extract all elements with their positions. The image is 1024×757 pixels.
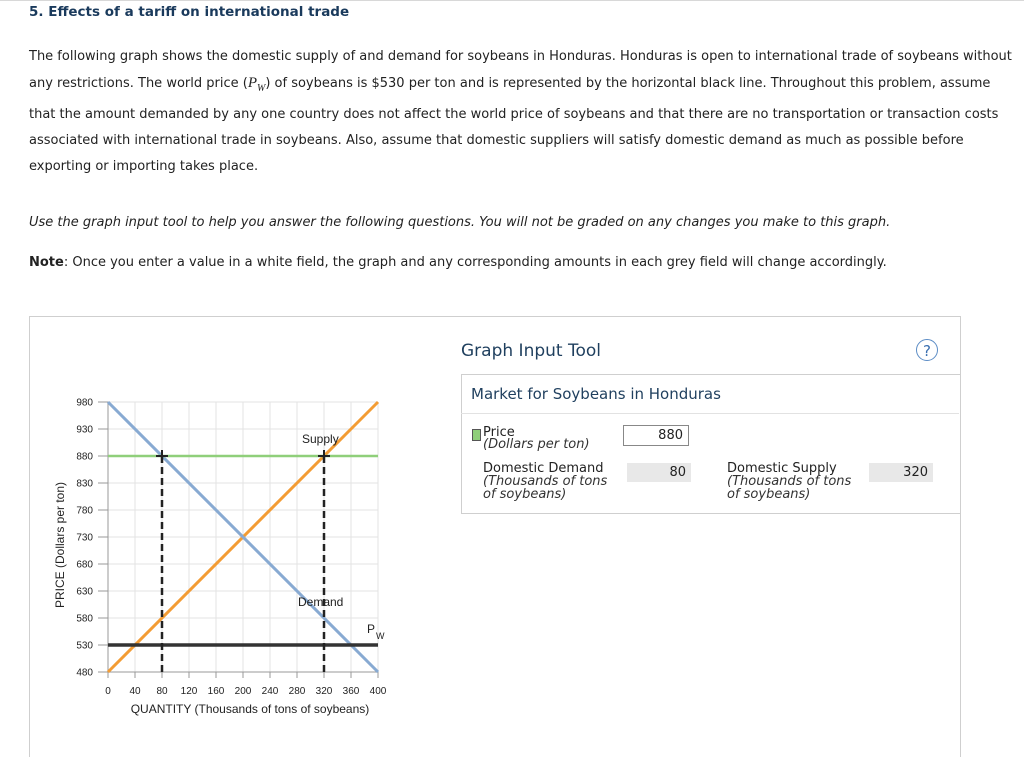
graph-input-tool-title: Graph Input Tool: [461, 341, 601, 361]
x-axis-title: QUANTITY (Thousands of tons of soybeans): [130, 702, 370, 716]
price-label: Price: [483, 425, 515, 440]
y-tick-label: 530: [76, 640, 93, 652]
demand-label: Demand: [298, 595, 344, 609]
help-icon[interactable]: ?: [916, 339, 938, 361]
price-input[interactable]: 880: [623, 425, 689, 446]
price-unit: (Dollars per ton): [483, 437, 590, 452]
intro-text-2: ) of soybeans is $530 per ton and is represented by the horizontal black line. Throughout this problem, assume that the amount demanded by any one country does not affect the world price of soybeans and that there are no transportation or transaction costs associated with international trade in soybeans. Also, assume that domestic suppliers will satisfy domestic demand as much as possible before exporting or importing takes place.: [29, 76, 999, 174]
price-line-swatch: [472, 429, 481, 441]
pw-label: P: [367, 622, 376, 636]
x-tick-label: 0: [105, 686, 111, 697]
y-tick-label: 630: [76, 586, 93, 598]
intro-text-1: The following graph shows the domestic supply of and demand for soybeans in Honduras. Honduras is open to international trade of soybeans without any restrictions. The world price (: [29, 49, 1012, 91]
x-tick-label: 200: [234, 686, 252, 697]
y-tick-label: 980: [76, 397, 93, 409]
x-tick-label: 240: [261, 686, 279, 697]
x-tick-label: 160: [207, 686, 225, 697]
x-tick-label: 360: [342, 686, 360, 697]
y-tick-label: 580: [76, 613, 93, 625]
x-tick-label: 280: [288, 686, 306, 697]
domestic-demand-label: Domestic Demand: [483, 461, 604, 476]
domestic-demand-value: 80: [627, 463, 691, 482]
x-tick-label: 320: [315, 686, 333, 697]
note-text: Note: Once you enter a value in a white field, the graph and any corresponding amounts in each grey field will change accordingly.: [29, 255, 887, 270]
world-price-symbol: $P_W$: [247, 75, 266, 94]
x-tick-label: 80: [156, 686, 168, 697]
domestic-supply-label: Domestic Supply: [727, 461, 837, 476]
tool-divider: [461, 413, 959, 414]
question-title: 5. Effects of a tariff on international trade: [29, 4, 350, 20]
y-tick-label: 480: [76, 667, 93, 679]
market-title: Market for Soybeans in Honduras: [471, 385, 721, 403]
y-axis-title: PRICE (Dollars per ton): [53, 481, 67, 609]
x-tick-label: 40: [129, 686, 141, 697]
y-tick-label: 880: [76, 451, 93, 463]
domestic-supply-value: 320: [869, 463, 933, 482]
y-tick-label: 780: [76, 505, 93, 517]
y-tick-label: 830: [76, 478, 93, 490]
pw-label-subscript: W: [376, 631, 385, 641]
supply-label: Supply: [302, 432, 339, 446]
x-tick-label: 120: [180, 686, 198, 697]
y-tick-label: 680: [76, 559, 93, 571]
instruction-text: Use the graph input tool to help you answer the following questions. You will not be graded on any changes you make to this graph.: [29, 215, 891, 230]
y-tick-label: 730: [76, 532, 93, 544]
domestic-supply-unit: (Thousands of tons of soybeans): [727, 474, 852, 502]
domestic-demand-unit: (Thousands of tons of soybeans): [483, 474, 608, 502]
y-tick-label: 930: [76, 424, 93, 436]
x-tick-label: 400: [369, 686, 387, 697]
